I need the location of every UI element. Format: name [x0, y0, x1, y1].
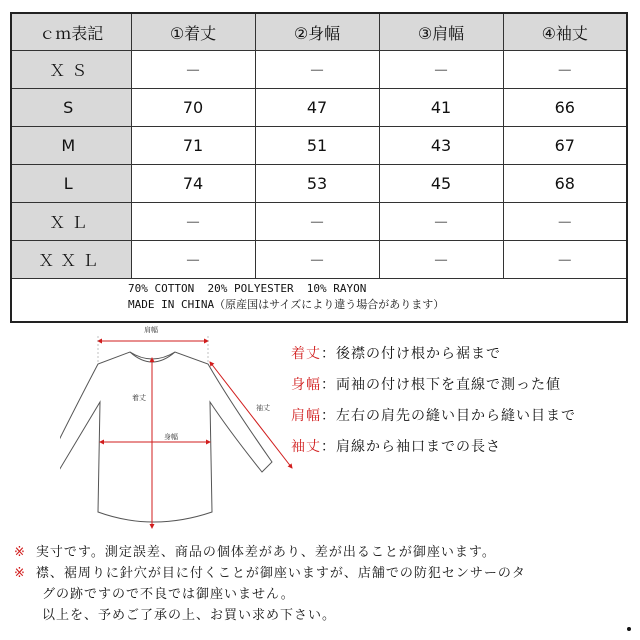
value-cell: 66 — [503, 89, 627, 127]
value-cell: － — [379, 51, 503, 89]
definition-item — [291, 405, 636, 436]
note-text: グの跡ですので不良では御座いません。 — [42, 587, 295, 602]
table-row — [11, 241, 627, 279]
note-line — [14, 605, 634, 626]
value-cell: － — [255, 241, 379, 279]
note-mark: ※ — [14, 545, 26, 560]
header-cell: ①着丈 — [131, 13, 255, 51]
sleeve-length-arrow — [210, 362, 292, 468]
table-row — [11, 89, 627, 127]
definition-text: ：後襟の付け根から裾まで — [321, 346, 501, 362]
size-cell: M — [11, 127, 131, 165]
definition-item — [291, 343, 636, 374]
note-line — [14, 563, 634, 584]
decorative-dot — [627, 627, 631, 631]
definition-term: 肩幅 — [291, 408, 321, 424]
material-note — [11, 279, 627, 323]
note-text: 以上を、予めご了承の上、お買い求め下さい。 — [42, 608, 337, 623]
table-row — [11, 127, 627, 165]
header-cell: ｃｍ表記 — [11, 13, 131, 51]
definition-item — [291, 374, 636, 405]
note-text: 襟、裾周りに針穴が目に付くことが御座いますが、店舗での防犯センサーのタ — [35, 566, 526, 581]
table-row — [11, 165, 627, 203]
note-mark: ※ — [14, 566, 26, 581]
country-of-origin: MADE IN CHINA（原産国はサイズにより違う場合があります） — [128, 298, 445, 311]
value-cell: 43 — [379, 127, 503, 165]
table-row — [11, 51, 627, 89]
size-cell: L — [11, 165, 131, 203]
value-cell: 74 — [131, 165, 255, 203]
sleeve-length-label: 袖丈 — [256, 404, 270, 412]
size-cell: ＸＳ — [11, 51, 131, 89]
measurement-diagram — [60, 322, 310, 537]
value-cell: － — [503, 241, 627, 279]
size-cell: ＸＸＬ — [11, 241, 131, 279]
value-cell: － — [131, 203, 255, 241]
value-cell: － — [131, 241, 255, 279]
value-cell: 70 — [131, 89, 255, 127]
definition-text: ：両袖の付け根下を直線で測った値 — [321, 377, 561, 393]
value-cell: － — [131, 51, 255, 89]
header-cell: ③肩幅 — [379, 13, 503, 51]
value-cell: 71 — [131, 127, 255, 165]
note-line — [14, 542, 634, 563]
note-text: 実寸です。測定誤差、商品の個体差があり、差が出ることが御座います。 — [35, 545, 496, 560]
definition-text: ：左右の肩先の縫い目から縫い目まで — [321, 408, 576, 424]
value-cell: － — [255, 51, 379, 89]
value-cell: 45 — [379, 165, 503, 203]
value-cell: 67 — [503, 127, 627, 165]
material-composition: 70% COTTON 20% POLYESTER 10% RAYON — [128, 282, 367, 295]
measurement-definitions — [291, 343, 636, 467]
value-cell: 41 — [379, 89, 503, 127]
value-cell: 51 — [255, 127, 379, 165]
body-width-label: 身幅 — [164, 433, 178, 441]
size-table — [10, 12, 628, 323]
definition-term: 身幅 — [291, 377, 321, 393]
value-cell: － — [503, 51, 627, 89]
value-cell: 47 — [255, 89, 379, 127]
definition-term: 着丈 — [291, 346, 321, 362]
value-cell: － — [503, 203, 627, 241]
value-cell: 68 — [503, 165, 627, 203]
definition-item — [291, 436, 636, 467]
value-cell: － — [379, 241, 503, 279]
definition-text: ：肩線から袖口までの長さ — [321, 439, 501, 455]
body-length-label: 着丈 — [132, 394, 146, 402]
value-cell: － — [379, 203, 503, 241]
table-header-row — [11, 13, 627, 51]
header-cell: ②身幅 — [255, 13, 379, 51]
note-line — [14, 584, 634, 605]
header-cell: ④袖丈 — [503, 13, 627, 51]
size-cell: S — [11, 89, 131, 127]
value-cell: － — [255, 203, 379, 241]
shoulder-width-label: 肩幅 — [144, 326, 158, 334]
definition-term: 袖丈 — [291, 439, 321, 455]
table-row — [11, 203, 627, 241]
value-cell: 53 — [255, 165, 379, 203]
size-cell: ＸＬ — [11, 203, 131, 241]
material-row — [11, 279, 627, 323]
footer-notes — [14, 542, 634, 626]
